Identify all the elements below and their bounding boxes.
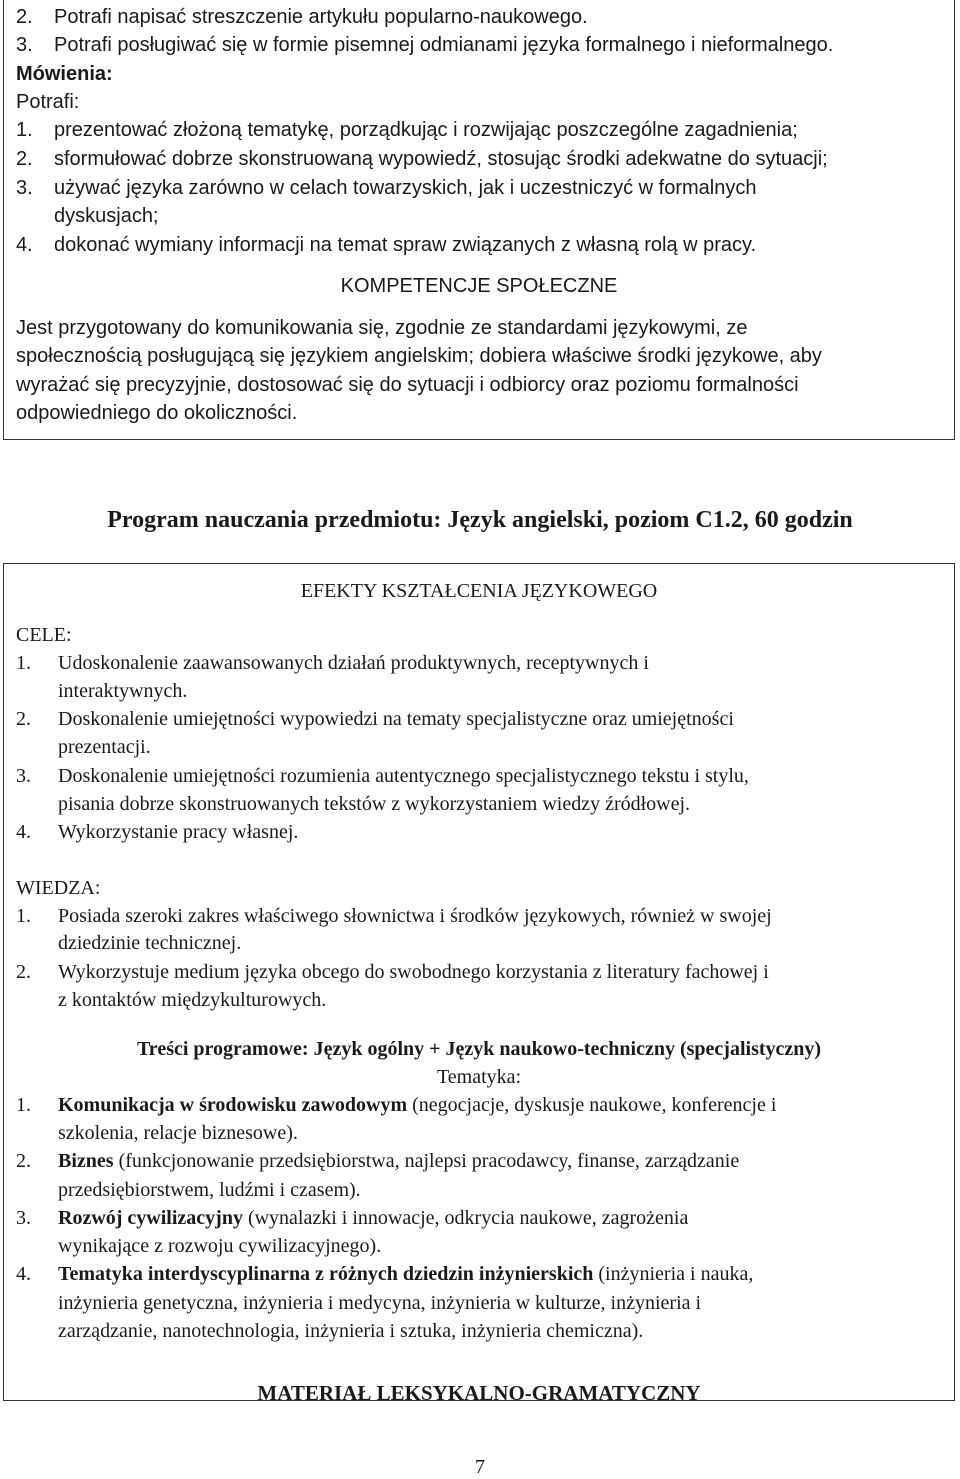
page-number: 7 xyxy=(475,1456,485,1478)
subheading-mowienia: Mówienia: xyxy=(16,63,113,85)
subheading-cele: CELE: xyxy=(16,624,72,646)
list-item: 3. używać języka zarówno w celach towarzyskich, jak i uczestniczyć w formalnych xyxy=(16,177,757,199)
list-item-continuation: przedsiębiorstwem, ludźmi i czasem). xyxy=(58,1179,361,1201)
list-item-continuation: inżynieria genetyczna, inżynieria i medycyna, inżynieria w kulturze, inżynieria i xyxy=(58,1292,702,1314)
list-item: 1. Komunikacja w środowisku zawodowym (negocjacje, dyskusje naukowe, konferencje i xyxy=(16,1094,777,1116)
list-item: 1. Posiada szeroki zakres właściwego słownictwa i środków językowych, również w swojej xyxy=(16,905,772,927)
subheading-wiedza: WIEDZA: xyxy=(16,877,101,899)
section-heading-efekty: EFEKTY KSZTAŁCENIA JĘZYKOWEGO xyxy=(300,580,658,602)
list-item-continuation: dziedzinie technicznej. xyxy=(58,932,242,954)
list-item: 3. Rozwój cywilizacyjny (wynalazki i innowacje, odkrycia naukowe, zagrożenia xyxy=(16,1207,689,1229)
list-item-continuation: interaktywnych. xyxy=(58,680,188,702)
list-item: 1. prezentować złożoną tematykę, porządkując i rozwijając poszczególne zagadnienia; xyxy=(16,119,798,141)
list-item: 2. Doskonalenie umiejętności wypowiedzi na tematy specjalistyczne oraz umiejętności xyxy=(16,708,734,730)
paragraph-line: społecznością posługującą się językiem angielskim; dobiera właściwe środki językowe, aby xyxy=(16,345,822,367)
paragraph-line: wyrażać się precyzyjnie, dostosować się do sytuacji i odbiorcy oraz poziomu formalności xyxy=(16,374,799,396)
section-heading-material: MATERIAŁ LEKSYKALNO-GRAMATYCZNY xyxy=(257,1381,701,1405)
section-box-top xyxy=(3,0,955,440)
list-item-continuation: z kontaktów międzykulturowych. xyxy=(58,989,327,1011)
paragraph-line: odpowiedniego do okoliczności. xyxy=(16,402,298,424)
section-box-program xyxy=(3,563,955,1405)
list-item: 4. dokonać wymiany informacji na temat spraw związanych z własną rolą w pracy. xyxy=(16,234,757,256)
section-heading-tresci: Treści programowe: Język ogólny + Język naukowo-techniczny (specjalistyczny) xyxy=(136,1038,822,1060)
list-item: 4. Tematyka interdyscyplinarna z różnych dziedzin inżynierskich (inżynieria i nauka, xyxy=(16,1263,754,1285)
list-item-continuation: szkolenia, relacje biznesowe). xyxy=(58,1122,298,1144)
paragraph-line: Jest przygotowany do komunikowania się, zgodnie ze standardami językowymi, ze xyxy=(16,317,748,339)
list-item: 2. Biznes (funkcjonowanie przedsiębiorstwa, najlepsi pracodawcy, finanse, zarządzanie xyxy=(16,1150,740,1172)
list-item-continuation: pisania dobrze skonstruowanych tekstów z wykorzystaniem wiedzy źródłowej. xyxy=(58,793,691,815)
list-item: 2. sformułować dobrze skonstruowaną wypowiedź, stosując środki adekwatne do sytuacji; xyxy=(16,148,828,170)
list-item: 1. Udoskonalenie zaawansowanych działań produktywnych, receptywnych i xyxy=(16,652,649,674)
list-item: 2. Potrafi napisać streszczenie artykułu popularno-naukowego. xyxy=(16,6,588,28)
list-item: 3. Potrafi posługiwać się w formie pisemnej odmianami języka formalnego i nieformalnego. xyxy=(16,34,834,56)
list-item-continuation: prezentacji. xyxy=(58,736,151,758)
list-item-continuation: dyskusjach; xyxy=(54,205,159,227)
list-item: 3. Doskonalenie umiejętności rozumienia autentycznego specjalistycznego tekstu i stylu, xyxy=(16,765,749,787)
label-potrafi: Potrafi: xyxy=(16,91,80,113)
list-item: 2. Wykorzystuje medium języka obcego do swobodnego korzystania z literatury fachowej i xyxy=(16,961,769,983)
list-item: 4. Wykorzystanie pracy własnej. xyxy=(16,821,299,843)
program-title: Program nauczania przedmiotu: Język angielski, poziom C1.2, 60 godzin xyxy=(107,507,853,533)
list-item-continuation: wynikające z rozwoju cywilizacyjnego). xyxy=(58,1235,382,1257)
subheading-tematyka: Tematyka: xyxy=(436,1066,522,1088)
list-item-continuation: zarządzanie, nanotechnologia, inżynieria i sztuka, inżynieria chemiczna). xyxy=(58,1320,644,1342)
section-heading-kompetencje: KOMPETENCJE SPOŁECZNE xyxy=(340,275,618,297)
